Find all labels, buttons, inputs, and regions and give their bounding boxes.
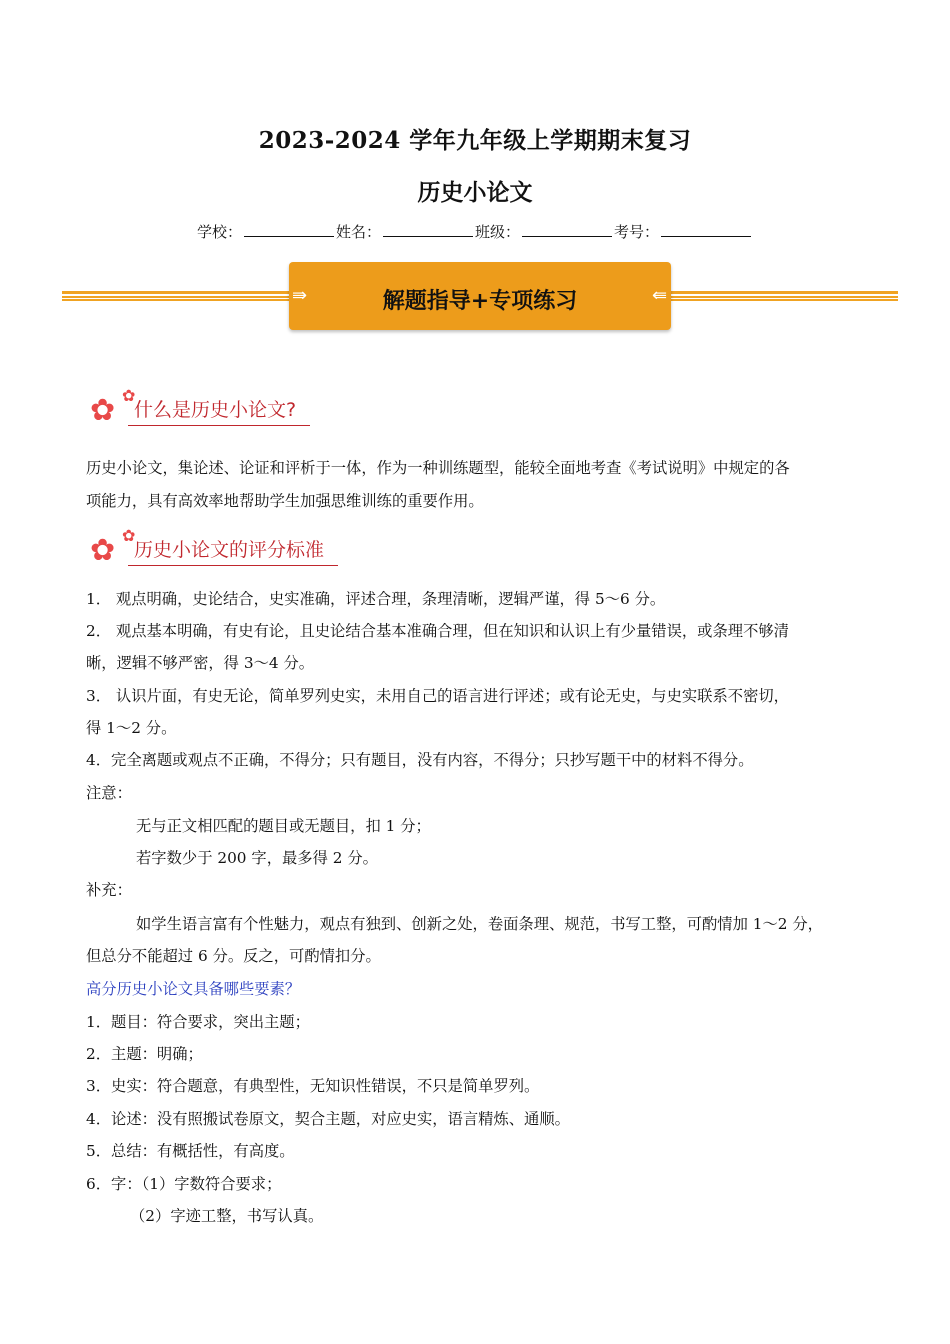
section1-text-line1: 历史小论文，集论述、论证和评析于一体，作为一种训练题型，能较全面地考查《考试说明》中规定的各 bbox=[86, 459, 790, 477]
flower-icon: ✿ bbox=[90, 393, 116, 428]
section1-title: 什么是历史小论文? bbox=[128, 398, 310, 426]
school-blank[interactable] bbox=[244, 222, 334, 237]
class-blank[interactable] bbox=[522, 222, 612, 237]
banner-left-line bbox=[62, 291, 292, 301]
flower-icon: ✿ bbox=[122, 386, 136, 405]
banner-right-line bbox=[668, 291, 898, 301]
criteria-item-1: 1． 观点明确，史论结合，史实准确，评述合理，条理清晰，逻辑严谨，得 5～6 分。 bbox=[86, 590, 666, 608]
class-label: 班级： bbox=[475, 223, 521, 241]
list-item: 3．史实：符合题意，有典型性，无知识性错误，不只是简单罗列。 bbox=[86, 1077, 540, 1095]
name-label: 姓名： bbox=[335, 223, 381, 241]
supplement-line1: 如学生语言富有个性魅力，观点有独到、创新之处，卷面条理、规范，书写工整，可酌情加 1～2 分， bbox=[136, 915, 823, 933]
number-blank[interactable] bbox=[661, 222, 751, 237]
flower-icon: ✿ bbox=[90, 533, 116, 568]
page-title: 2023-2024 学年九年级上学期期末复习 bbox=[258, 127, 692, 154]
criteria-item-4: 4．完全离题或观点不正确，不得分；只有题目，没有内容，不得分；只抄写题干中的材料不得分。 bbox=[86, 751, 754, 769]
list-item: 5．总结：有概括性，有高度。 bbox=[86, 1142, 295, 1160]
section1-text-line2: 项能力，具有高效率地帮助学生加强思维训练的重要作用。 bbox=[86, 492, 484, 510]
note-2: 若字数少于 200 字，最多得 2 分。 bbox=[136, 849, 378, 867]
supplement-label: 补充： bbox=[86, 881, 132, 899]
criteria-item-2-line2: 晰，逻辑不够严密，得 3～4 分。 bbox=[86, 654, 315, 672]
number-label: 考号： bbox=[614, 223, 660, 241]
arrow-left-icon: ⇚ bbox=[652, 285, 668, 306]
list-item: （2）字迹工整，书写认真。 bbox=[130, 1207, 324, 1225]
name-blank[interactable] bbox=[383, 222, 473, 237]
list-item: 1．题目：符合要求，突出主题； bbox=[86, 1013, 310, 1031]
list-item: 4．论述：没有照搬试卷原文，契合主题，对应史实，语言精炼、通顺。 bbox=[86, 1110, 570, 1128]
list-item: 6．字：（1）字数符合要求； bbox=[86, 1175, 282, 1193]
supplement-line2: 但总分不能超过 6 分。反之，可酌情扣分。 bbox=[86, 947, 381, 965]
note-1: 无与正文相匹配的题目或无题目，扣 1 分； bbox=[136, 817, 431, 835]
note-label: 注意： bbox=[86, 784, 132, 802]
list-item: 2．主题：明确； bbox=[86, 1045, 203, 1063]
flower-icon: ✿ bbox=[122, 526, 136, 545]
banner-title: 解题指导+专项练习 bbox=[382, 288, 578, 314]
section2-title: 历史小论文的评分标准 bbox=[128, 538, 338, 566]
criteria-item-2-line1: 2． 观点基本明确，有史有论，且史论结合基本准确合理，但在知识和认识上有少量错误，或条理不够清 bbox=[86, 622, 789, 640]
key-elements-question: 高分历史小论文具备哪些要素？ bbox=[86, 980, 301, 998]
student-info-row bbox=[0, 221, 950, 242]
page-subtitle: 历史小论文 bbox=[417, 179, 533, 206]
arrow-right-icon: ⇛ bbox=[292, 285, 308, 306]
criteria-item-3-line1: 3． 认识片面，有史无论，简单罗列史实，未用自己的语言进行评述；或有论无史，与史实联系不密切， bbox=[86, 687, 789, 705]
criteria-item-3-line2: 得 1～2 分。 bbox=[86, 719, 177, 737]
school-label: 学校： bbox=[196, 223, 242, 241]
